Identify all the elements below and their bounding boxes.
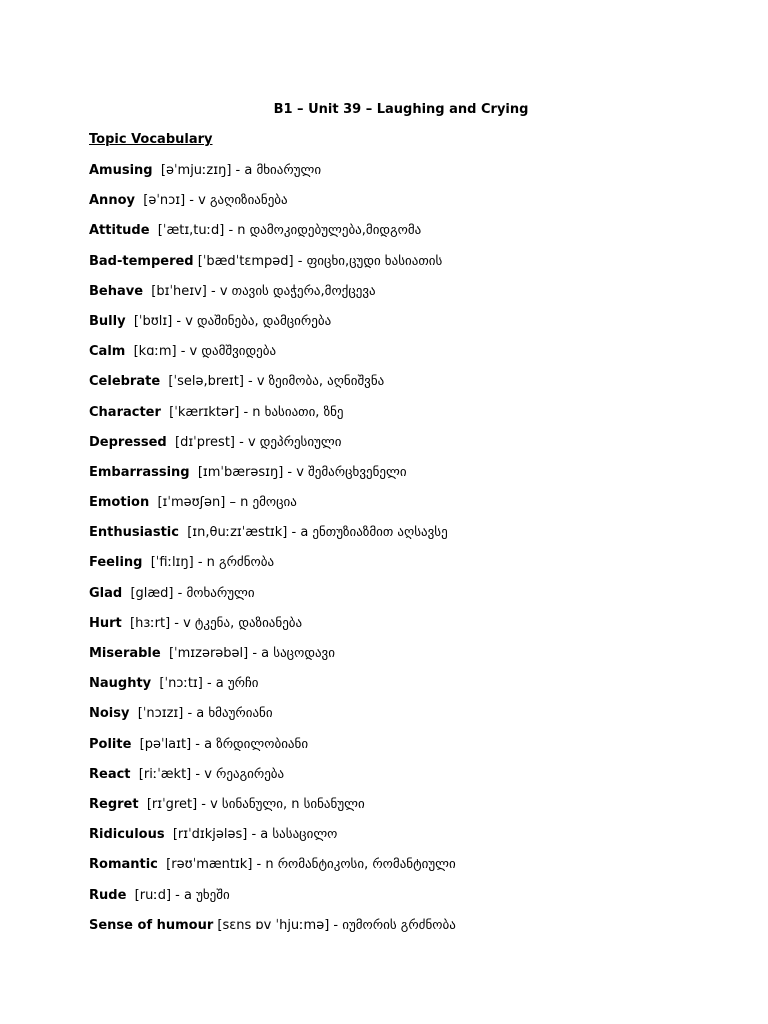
vocab-entry — [89, 826, 749, 856]
vocab-definition: [kɑːm] - v დამშვიდება — [125, 344, 277, 360]
vocab-entry — [89, 283, 749, 313]
section-heading: Topic Vocabulary — [89, 132, 213, 147]
vocab-term: Enthusiastic — [89, 525, 179, 541]
vocab-term: Hurt — [89, 615, 122, 631]
vocabulary-list — [89, 162, 749, 947]
vocab-entry — [89, 736, 749, 766]
vocab-entry — [89, 524, 749, 554]
vocab-definition: [ˈfiːlɪŋ] - n გრძნობა — [142, 555, 275, 571]
vocab-term: Emotion — [89, 495, 150, 511]
vocab-entry — [89, 162, 749, 192]
vocab-definition: [ˈselə,breɪt] - v ზეიმობა, აღნიშვნა — [160, 374, 385, 390]
vocab-term: Amusing — [89, 163, 153, 178]
vocab-definition: [ɪˈməʊʃən] – n ემოცია — [149, 495, 297, 511]
vocab-entry — [89, 796, 749, 826]
vocab-term: Calm — [89, 344, 126, 360]
vocab-term: React — [89, 766, 131, 782]
vocab-term: Romantic — [89, 857, 158, 873]
vocab-definition: [sɛns ɒv ˈhjuːmə] - იუმორის გრძნობა — [213, 917, 456, 933]
document-title: B1 – Unit 39 – Laughing and Crying — [273, 102, 529, 117]
vocab-entry — [89, 464, 749, 494]
vocab-term: Character — [89, 404, 161, 420]
vocab-definition: [ˈbʊlɪ] - v დაშინება, დამცირება — [125, 313, 332, 329]
vocab-entry — [89, 554, 749, 584]
vocab-entry — [89, 253, 749, 283]
vocab-entry — [89, 705, 749, 735]
vocab-definition: [rɪˈgret] - v სინანული, n სინანული — [138, 796, 365, 812]
vocab-term: Noisy — [89, 706, 130, 722]
vocab-entry — [89, 585, 749, 615]
vocab-entry — [89, 675, 749, 705]
vocab-term: Behave — [89, 283, 144, 299]
vocab-definition: [ˈbædˈtɛmpəd] - ფიცხი,ცუდი ხასიათის — [193, 253, 443, 269]
vocab-definition: [ˈmɪzərəbəl] - a საცოდავი — [160, 646, 335, 661]
vocab-entry — [89, 343, 749, 373]
vocab-definition: [əˈmjuːzɪŋ] - a მხიარული — [152, 163, 322, 178]
vocab-definition: [hɜːrt] - v ტკენა, დაზიანება — [121, 615, 303, 631]
vocab-definition: [ɪn,θuːzɪˈæstɪk] - a ენთუზიაზმით აღსავსე — [178, 525, 448, 541]
vocab-entry — [89, 645, 749, 675]
vocab-definition: [pəˈlaɪt] - a ზრდილობიანი — [131, 736, 309, 752]
vocab-term: Glad — [89, 585, 123, 601]
vocab-definition: [ˈnɔːtɪ] - a ურჩი — [151, 676, 259, 692]
vocab-entry — [89, 313, 749, 343]
vocab-term: Polite — [89, 736, 132, 752]
vocab-term: Rude — [89, 887, 127, 903]
vocab-entry — [89, 917, 749, 947]
vocab-definition: [əˈnɔɪ] - v გაღიზიანება — [134, 193, 288, 209]
vocab-term: Embarrassing — [89, 464, 190, 480]
vocab-term: Attitude — [89, 223, 150, 239]
vocab-term: Feeling — [89, 555, 143, 571]
vocab-entry — [89, 434, 749, 464]
vocab-definition: [ruːd] - a უხეში — [126, 887, 230, 903]
vocab-definition: [dɪˈprest] - v დეპრესიული — [166, 434, 342, 450]
vocab-entry — [89, 404, 749, 434]
vocab-definition: [ˈnɔɪzɪ] - a ხმაურიანი — [129, 706, 273, 722]
vocab-term: Bully — [89, 313, 126, 329]
vocab-entry — [89, 856, 749, 886]
vocab-definition: [glæd] - მოხარული — [122, 585, 255, 601]
vocab-term: Celebrate — [89, 374, 161, 390]
vocab-entry — [89, 615, 749, 645]
vocab-term: Sense of humour — [89, 917, 214, 933]
vocab-term: Miserable — [89, 646, 161, 661]
vocab-term: Regret — [89, 796, 139, 812]
vocab-definition: [rɪˈdɪkjələs] - a სასაცილო — [164, 827, 338, 843]
vocab-term: Ridiculous — [89, 827, 165, 843]
vocab-definition: [riːˈækt] - v რეაგირება — [130, 766, 285, 782]
vocab-term: Annoy — [89, 193, 135, 209]
vocab-entry — [89, 766, 749, 796]
vocab-entry — [89, 222, 749, 252]
vocab-term: Naughty — [89, 676, 152, 692]
vocab-term: Bad-tempered — [89, 253, 194, 269]
vocab-entry — [89, 887, 749, 917]
vocab-entry — [89, 192, 749, 222]
vocab-entry — [89, 494, 749, 524]
vocab-entry — [89, 373, 749, 403]
vocab-definition: [rəʊˈmæntɪk] - n რომანტიკოსი, რომანტიული — [157, 857, 456, 873]
vocab-definition: [bɪˈheɪv] - v თავის დაჭერა,მოქცევა — [143, 283, 376, 299]
vocab-definition: [ˈkærɪktər] - n ხასიათი, ზნე — [160, 404, 344, 420]
vocab-term: Depressed — [89, 434, 167, 450]
vocab-definition: [ɪmˈbærəsɪŋ] - v შემარცხვენელი — [189, 464, 407, 480]
vocab-definition: [ˈætɪ,tuːd] - n დამოკიდებულება,მიდგომა — [149, 223, 422, 239]
